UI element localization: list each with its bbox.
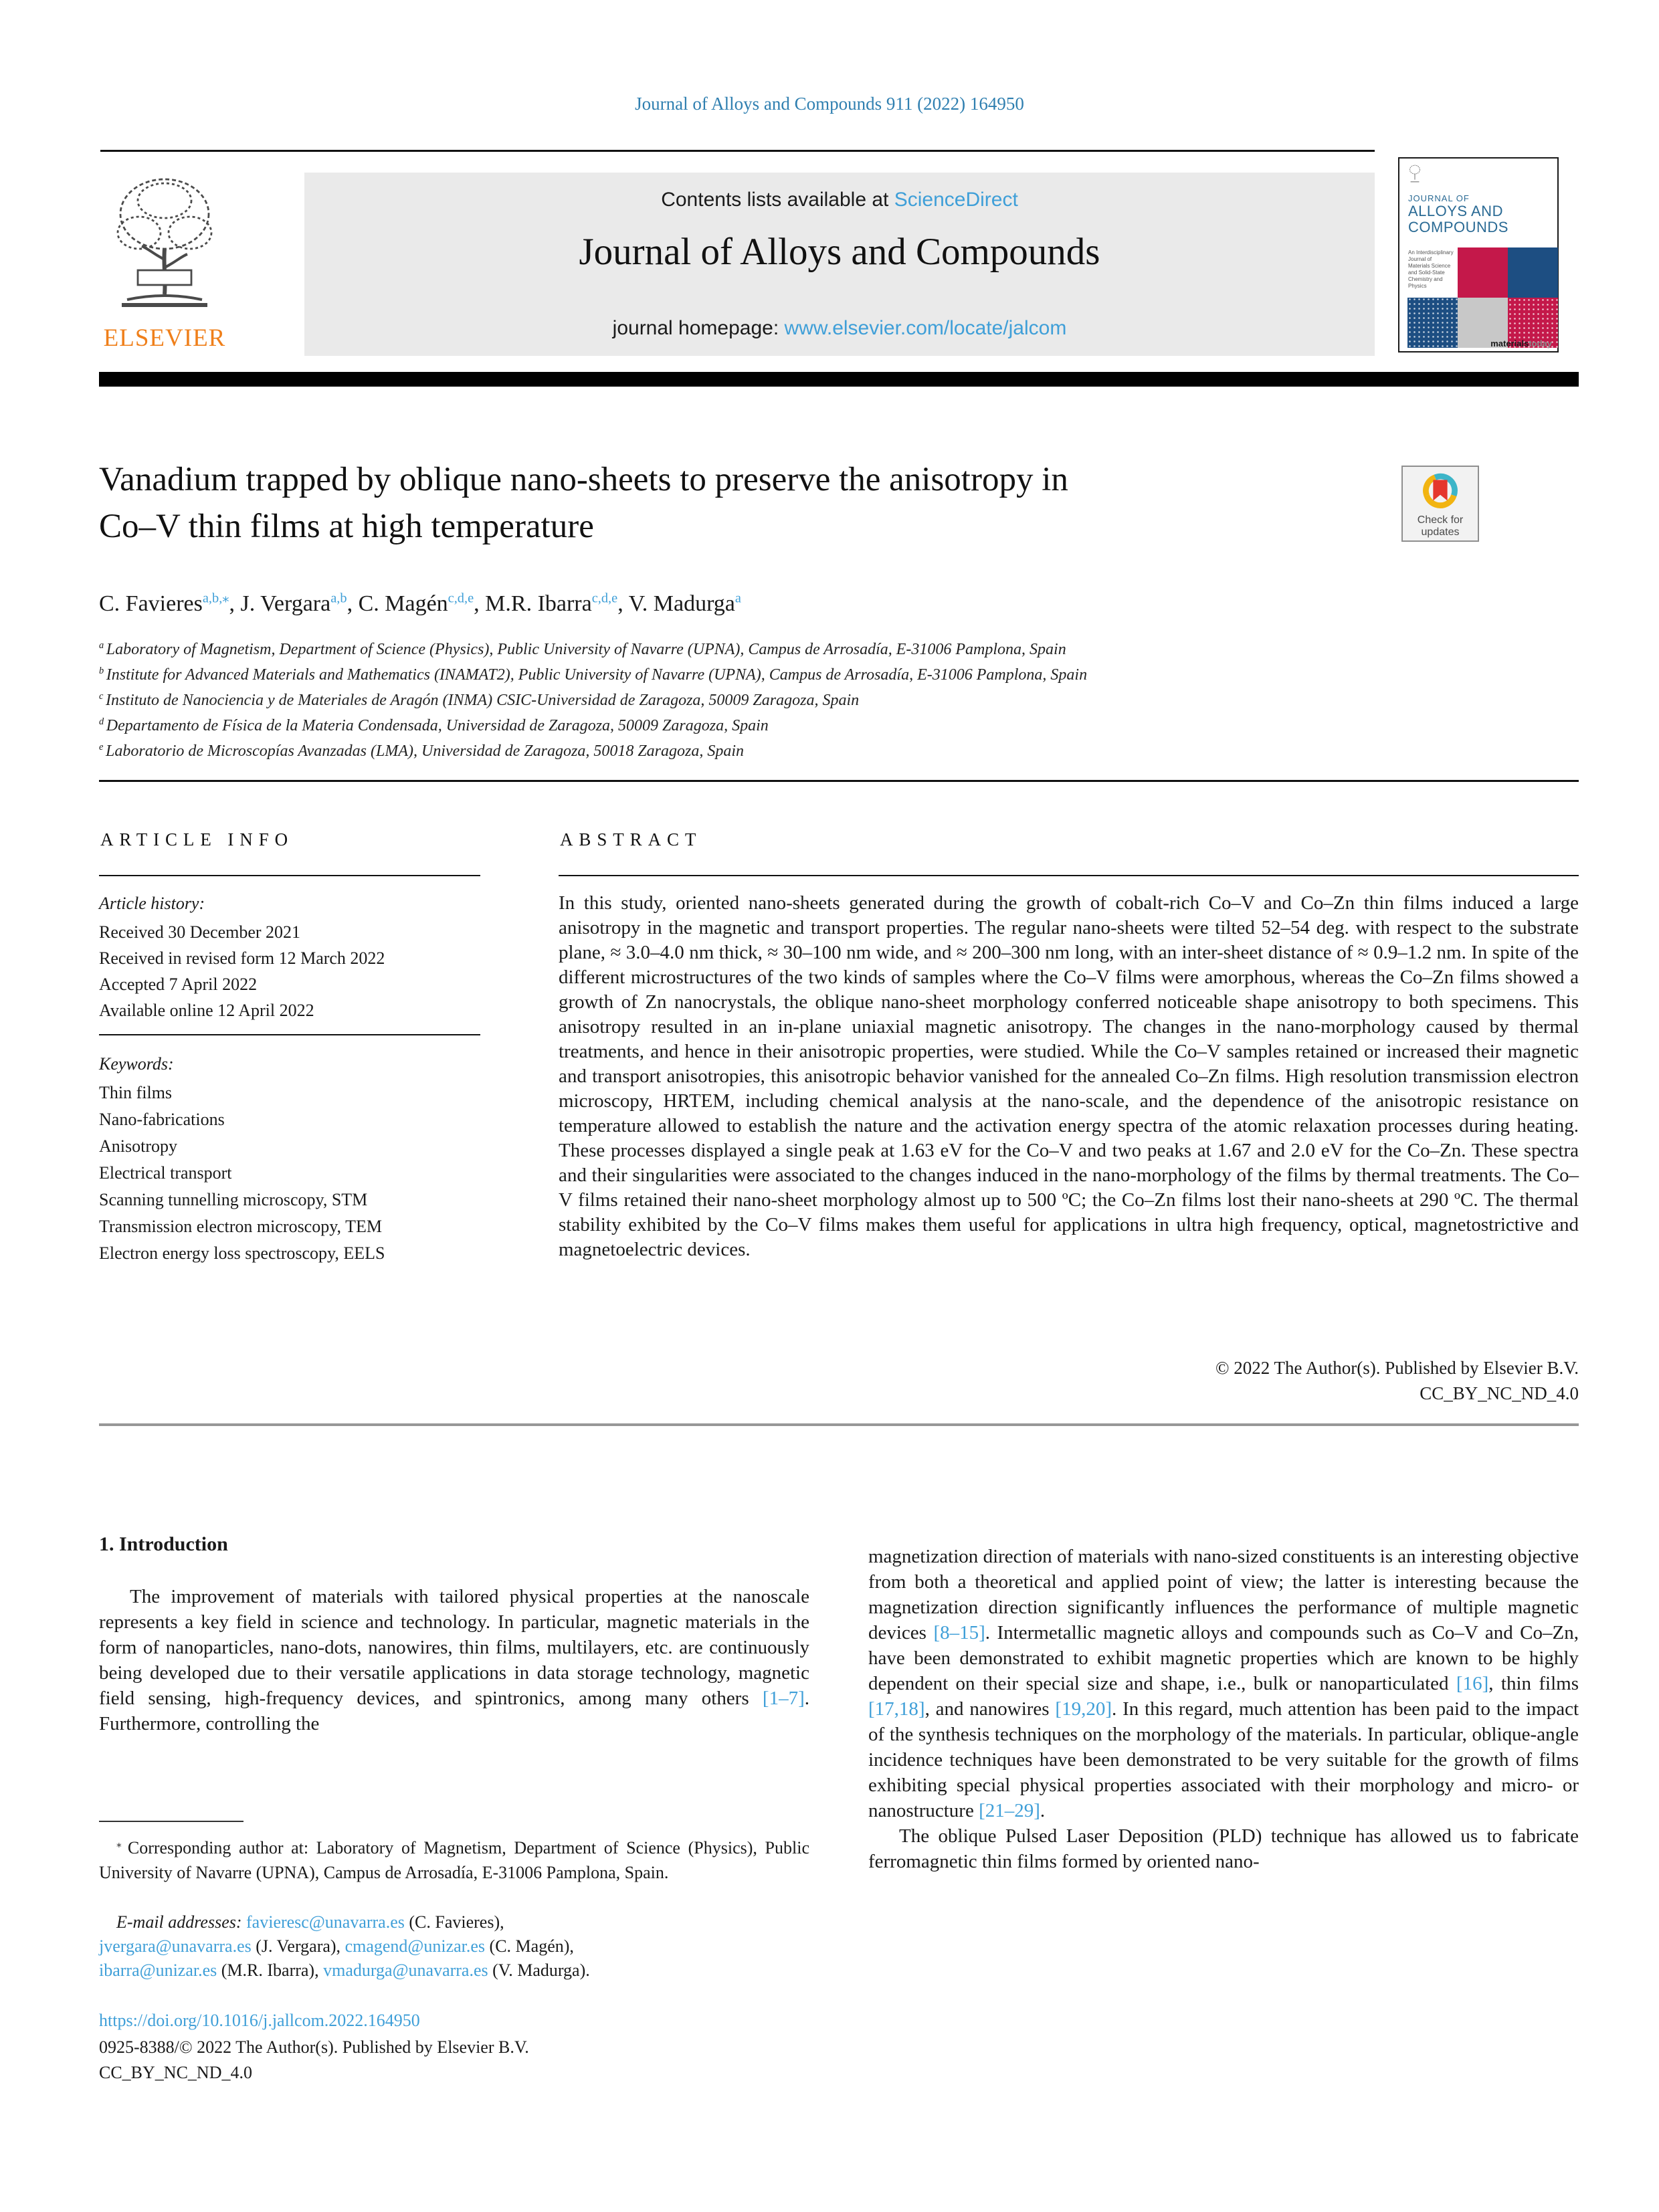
article-history-item: Received in revised form 12 March 2022 <box>99 948 385 968</box>
ref-8-15[interactable]: [8–15] <box>933 1622 985 1643</box>
introduction-paragraph-1 <box>99 1584 809 1736</box>
article-history-label: Article history: <box>99 894 205 913</box>
header-top-rule <box>100 150 1375 152</box>
introduction-paragraph-1-cont <box>868 1544 1579 1823</box>
text-segment: , C. Magén <box>347 591 448 616</box>
abstract-license: CC_BY_NC_ND_4.0 <box>1420 1383 1579 1403</box>
ref-1-7[interactable]: [1–7] <box>762 1688 805 1709</box>
text-segment: E-mail addresses: <box>116 1912 247 1932</box>
email-favieres[interactable]: favieresc@unavarra.es <box>246 1912 405 1932</box>
affiliations <box>99 637 1579 764</box>
text-segment: . In this regard, much attention has been paid to the impact of the synthesis techniques on the morphology of the materials. In particular, oblique-angle incidence techniques have been demonstrated to be very suitable for the growth of films exhibiting special physical properties associated with their morphology and micro- or nanostructure <box>868 1698 1579 1821</box>
elsevier-wordmark: ELSEVIER <box>103 324 226 352</box>
cover-mosaic-navy-1 <box>1508 247 1558 298</box>
ref-21-29[interactable]: [21–29] <box>979 1800 1040 1821</box>
text-segment: c,d,e <box>591 591 618 606</box>
abstract-copyright: © 2022 The Author(s). Published by Elsevier B.V. <box>1215 1358 1579 1378</box>
header-black-bar <box>99 372 1579 387</box>
text-segment: (C. Magén), <box>485 1936 574 1956</box>
journal-header-box <box>304 173 1375 356</box>
text-segment: today <box>1529 338 1552 348</box>
article-title-line2: Co–V thin films at high temperature <box>99 508 594 545</box>
text-segment: magnetization direction of materials with nano-sized constituents is an interesting objective from both a theoretical and applied point of view; the latter is interesting because the magnetization direction significantly influences the performance of multiple magnetic devices <box>868 1546 1579 1643</box>
elsevier-logo <box>98 171 231 356</box>
keyword-item: Electron energy loss spectroscopy, EELS <box>99 1243 385 1263</box>
cover-elsevier-mark-icon <box>1407 164 1422 187</box>
introduction-left-column <box>99 1584 809 1736</box>
keyword-item: Electrical transport <box>99 1163 232 1183</box>
text-segment: Institute for Advanced Materials and Mathematics (INAMAT2), Public University of Navarre (UPNA), Campus de Arrosadía, E-31006 Pamplona, Spain <box>106 666 1088 684</box>
corresponding-author-note <box>99 1835 809 1885</box>
text-segment: a <box>735 591 741 606</box>
text-segment: Laboratory of Magnetism, Department of Science (Physics), Public University of Navarre (UPNA), Campus de Arrosadía, E-31006 Pamplona, Spain <box>106 641 1066 658</box>
text-segment: ⁎ <box>116 1838 128 1850</box>
affiliation-a <box>99 637 1579 662</box>
text-segment: . <box>1040 1800 1046 1821</box>
abstract-rule <box>559 875 1579 876</box>
introduction-heading: 1. Introduction <box>99 1533 228 1555</box>
text-segment: Departamento de Física de la Materia Condensada, Universidad de Zaragoza, 50009 Zaragoza, Spain <box>106 717 769 734</box>
text-segment: a,b <box>330 591 347 606</box>
text-segment: , and nanowires <box>924 1698 1056 1720</box>
text-segment: c,d,e <box>448 591 474 606</box>
email-magen[interactable]: cmagend@unizar.es <box>345 1936 486 1956</box>
text-segment: (C. Favieres), <box>404 1912 504 1932</box>
cover-journal-of: JOURNAL OF <box>1408 193 1470 203</box>
check-for-updates-badge[interactable] <box>1401 466 1479 542</box>
article-info-rule-2 <box>99 1034 480 1035</box>
abstract-text: In this study, oriented nano-sheets generated during the growth of cobalt-rich Co–V and Co–Zn thin films induced a large anisotropy in the magnetic and transport properties. The regular nano-sheets were tilted 52–54 deg. with respect to the substrate plane, ≈ 3.0–4.0 nm thick, ≈ 30–100 nm wide, and ≈ 200–300 nm long, with an inter-sheet distance of ≈ 0.9–1.2 nm. In spite of the different microstructures of the two kinds of samples where the Co–V films were amorphous, whereas the Co–Zn films showed a growth of Zn nanocrystals, the oblique nano-sheet morphology conferred noticeable shape anisotropy to both specimens. This anisotropy resulted in an in-plane uniaxial magnetic anisotropy. The changes in the nano-morphology caused by thermal treatments, and hence in their anisotropic properties, were studied. While the Co–V samples retained or increased their magnetic and transport anisotropies, this anisotropic behavior vanished for the annealed Co–Zn films. High resolution transmission electron microscopy, HRTEM, including chemical analysis at the nano-scale, and the dependence of the anisotropic resistance on temperature allowed to establish the nature and the activation energy spectra of the atomic relaxation processes during heating. These processes displayed a single peak at 1.63 eV for the Co–V and two peaks at 1.67 and 2.0 eV for the Co–Zn. These spectra and their singularities were associated to the changes induced in the nano-morphology of the films by thermal treatments. The Co–V films retained their nano-sheet morphology almost up to 500 ºC; the Co–Zn films lost their nano-sheets at 290 ºC. The thermal stability exhibited by the Co–V films makes them useful for applications in ultra high frequency, optical, magnetostrictive and magnetoelectric devices. <box>559 892 1579 1260</box>
cover-name-line2: COMPOUNDS <box>1408 219 1508 235</box>
keywords-list <box>99 1080 514 1267</box>
affiliation-d <box>99 713 1579 738</box>
affiliation-e <box>99 738 1579 764</box>
homepage-url-link[interactable]: www.elsevier.com/locate/jalcom <box>784 317 1067 339</box>
text-segment: (M.R. Ibarra), <box>217 1960 324 1980</box>
text-segment: . Furthermore, controlling the <box>99 1688 809 1734</box>
keywords-label: Keywords: <box>99 1054 174 1074</box>
text-segment: , M.R. Ibarra <box>474 591 592 616</box>
text-segment: (V. Madurga). <box>488 1960 590 1980</box>
affiliation-c <box>99 688 1579 713</box>
issn-copyright-line: 0925-8388/© 2022 The Author(s). Published by Elsevier B.V. <box>99 2037 529 2057</box>
article-history-item: Accepted 7 April 2022 <box>99 975 258 994</box>
text-segment: materials <box>1490 338 1529 348</box>
text-segment: a <box>99 640 106 651</box>
check-for-updates-label: Check for updates <box>1417 514 1464 538</box>
email-ibarra[interactable]: ibarra@unizar.es <box>99 1960 217 1980</box>
contents-prefix: Contents lists available at <box>661 189 894 211</box>
email-addresses <box>99 1910 809 1983</box>
article-history-item: Received 30 December 2021 <box>99 922 301 942</box>
ref-17-18[interactable]: [17,18] <box>868 1698 925 1720</box>
cover-name-line1: ALLOYS AND <box>1408 203 1503 219</box>
contents-line <box>304 189 1375 211</box>
introduction-paragraph-2: The oblique Pulsed Laser Deposition (PLD) technique has allowed us to fabricate ferromagnetic thin films formed by oriented nano- <box>868 1825 1579 1872</box>
text-segment: Instituto de Nanociencia y de Materiales de Aragón (INMA) CSIC-Universidad de Zaragoza, 50009 Zaragoza, Spain <box>106 692 860 709</box>
article-info-rule-1 <box>99 875 480 876</box>
affiliation-rule <box>99 780 1579 782</box>
cover-journal-name <box>1408 193 1508 235</box>
article-title <box>99 456 1370 550</box>
homepage-prefix: journal homepage: <box>612 317 785 339</box>
text-segment: , J. Vergara <box>229 591 331 616</box>
article-history-list <box>99 919 500 1023</box>
article-title-line1: Vanadium trapped by oblique nano-sheets to preserve the anisotropy in <box>99 461 1068 498</box>
article-history-item: Available online 12 April 2022 <box>99 1001 314 1020</box>
text-segment: C. Favieres <box>99 591 203 616</box>
text-segment: Laboratorio de Microscopías Avanzadas (LMA), Universidad de Zaragoza, 50018 Zaragoza, Spain <box>106 742 745 760</box>
keyword-item: Scanning tunnelling microscopy, STM <box>99 1190 368 1209</box>
email-madurga[interactable]: vmadurga@unavarra.es <box>323 1960 488 1980</box>
author-line <box>99 591 1504 617</box>
text-segment: d <box>99 716 106 727</box>
affiliation-b <box>99 662 1579 688</box>
cover-mosaic-navy-2 <box>1407 298 1458 348</box>
abstract-heading: ABSTRACT <box>560 829 702 849</box>
text-segment: e <box>99 742 106 752</box>
text-segment: , V. Madurga <box>617 591 735 616</box>
section-divider-rule <box>99 1423 1579 1426</box>
keyword-item: Transmission electron microscopy, TEM <box>99 1217 382 1236</box>
text-segment: The improvement of materials with tailored physical properties at the nanoscale represents a key field in science and technology. In particular, magnetic materials in the form of nanoparticles, nano-dots, nanowires, thin films, multilayers, etc. are continuously being developed due to their versatile applications in data storage technology, magnetic field sensing, high-frequency devices, and spintronics, among many others <box>99 1586 809 1709</box>
doi-link[interactable]: https://doi.org/10.1016/j.jallcom.2022.164950 <box>99 2011 420 2030</box>
article-info-heading: ARTICLE INFO <box>100 829 294 849</box>
keyword-item: Thin films <box>99 1083 173 1102</box>
email-vergara[interactable]: jvergara@unavarra.es <box>99 1936 252 1956</box>
sciencedirect-link[interactable]: ScienceDirect <box>894 189 1018 211</box>
journal-citation: Journal of Alloys and Compounds 911 (2022) 164950 <box>635 94 1024 114</box>
text-segment: (J. Vergara), <box>251 1936 345 1956</box>
ref-19-20[interactable]: [19,20] <box>1055 1698 1112 1720</box>
license-line: CC_BY_NC_ND_4.0 <box>99 2063 252 2082</box>
cover-subtitle: An Interdisciplinary Journal of Materials Science and Solid-State Chemistry and Physics <box>1408 249 1454 289</box>
homepage-line <box>304 317 1375 340</box>
keyword-item: Nano-fabrications <box>99 1110 225 1129</box>
ref-16[interactable]: [16] <box>1456 1673 1489 1694</box>
text-segment: c <box>99 691 106 702</box>
footnote-rule <box>99 1821 243 1822</box>
text-segment: , thin films <box>1488 1673 1579 1694</box>
introduction-right-column <box>868 1544 1579 1874</box>
text-segment: a,b,⁎ <box>202 591 229 606</box>
check-updates-ring-icon <box>1421 501 1460 512</box>
text-segment: . Intermetallic magnetic alloys and compounds such as Co–V and Co–Zn, have been demonstrated to exhibit magnetic properties which are known to be highly dependent on their special size and shape, i.e., bulk or nanoparticulated <box>868 1622 1579 1694</box>
keyword-item: Anisotropy <box>99 1136 177 1156</box>
cover-mosaic-crimson-1 <box>1458 247 1508 298</box>
text-segment: b <box>99 666 106 676</box>
journal-cover-thumbnail <box>1398 157 1559 353</box>
text-segment: Corresponding author at: Laboratory of Magnetism, Department of Science (Physics), Public University of Navarre (UPNA), Campus de Arrosadía, E-31006 Pamplona, Spain. <box>99 1838 809 1882</box>
journal-title: Journal of Alloys and Compounds <box>579 231 1100 273</box>
materialstoday-logo <box>1490 338 1552 348</box>
